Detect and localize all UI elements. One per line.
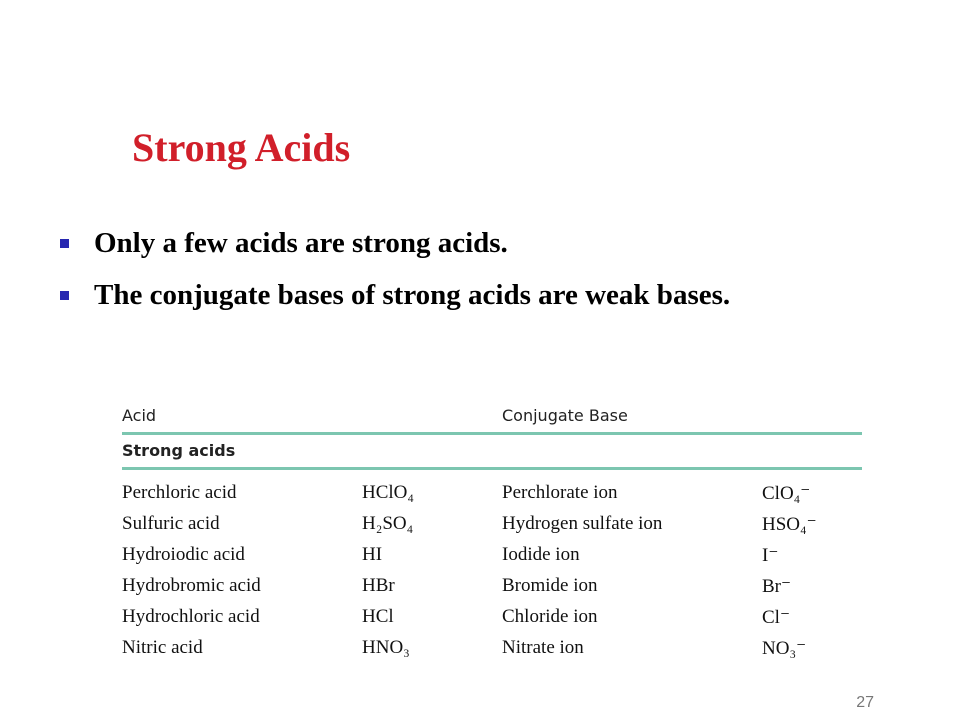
bullet-item [60,278,850,312]
base-name: Hydrogen sulfate ion [502,513,663,534]
base-formula: HSO₄⁻ [762,514,817,535]
base-name: Perchlorate ion [502,482,618,503]
acid-formula: HClO₄ [362,482,415,503]
group-label-row [122,435,862,467]
table-row [122,573,862,604]
square-bullet-icon [60,239,69,248]
base-formula: I⁻ [762,545,779,566]
table-header [122,400,862,432]
acid-name: Hydrobromic acid [122,575,261,596]
acid-name: Hydroiodic acid [122,544,245,565]
base-name: Nitrate ion [502,637,584,658]
table-row [122,542,862,573]
acid-name: Nitric acid [122,637,203,658]
base-formula: NO₃⁻ [762,638,807,659]
acid-formula: HNO₃ [362,637,410,658]
base-name: Chloride ion [502,606,598,627]
acid-formula: HCl [362,606,394,627]
bullet-list [60,226,850,330]
square-bullet-icon [60,291,69,300]
header-acid: Acid [122,406,157,425]
acid-name: Sulfuric acid [122,513,220,534]
slide-title: Strong Acids [132,125,351,170]
acid-formula: H₂SO₄ [362,513,414,534]
bullet-text: The conjugate bases of strong acids are weak bases. [94,279,731,311]
table-row [122,511,862,542]
acid-formula: HI [362,544,383,565]
table-body [122,470,862,666]
group-label: Strong acids [122,441,236,460]
acid-name: Hydrochloric acid [122,606,260,627]
base-name: Iodide ion [502,544,580,565]
acid-base-table [122,400,862,666]
page-number: 27 [856,694,874,711]
header-conjugate-base: Conjugate Base [502,406,628,425]
table-row [122,604,862,635]
acid-formula: HBr [362,575,395,596]
base-formula: Cl⁻ [762,607,790,628]
bullet-item [60,226,850,260]
base-formula: Br⁻ [762,576,792,597]
acid-name: Perchloric acid [122,482,237,503]
table-row [122,480,862,511]
bullet-text: Only a few acids are strong acids. [94,227,508,259]
base-formula: ClO₄⁻ [762,483,811,504]
table-row [122,635,862,666]
base-name: Bromide ion [502,575,598,596]
